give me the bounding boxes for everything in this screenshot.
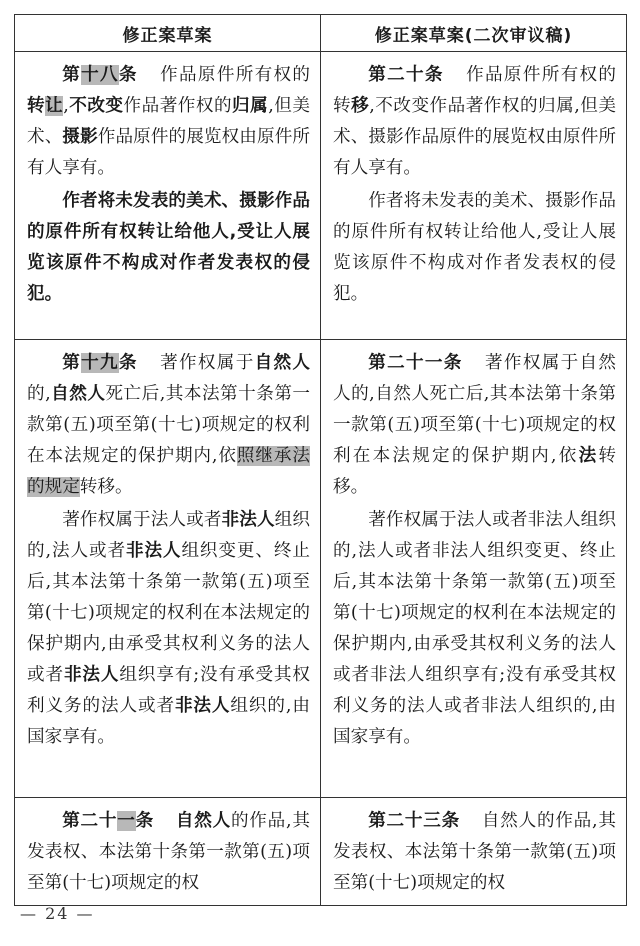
- highlight: 一: [117, 811, 136, 831]
- comparison-table: [14, 14, 627, 906]
- paragraph: 第二十一条 自然人的作品,其发表权、本法第十条第一款第(五)项至第(十七)项规定的权: [27, 811, 310, 893]
- paragraph: 作者将未发表的美术、摄影作品的原件所有权转让给他人,受让人展览该原件不构成对作者发表权的侵犯。: [333, 191, 616, 304]
- paragraph: 第二十三条 自然人的作品,其发表权、本法第十条第一款第(五)项至第(十七)项规定的权: [333, 811, 616, 893]
- paragraph: 作者将未发表的美术、摄影作品的原件所有权转让给他人,受让人展览该原件不构成对作者发表权的侵犯。: [27, 191, 310, 304]
- highlight: 让: [45, 96, 64, 116]
- article-number: 第二十一条: [62, 811, 154, 831]
- article-number: 第二十一条: [368, 353, 463, 373]
- paragraph: 第二十条 作品原件所有权的转移,不改变作品著作权的归属,但美术、摄影作品原件的展览权由原件所有人享有。: [333, 65, 616, 178]
- paragraph: 第十九条 著作权属于自然人的,自然人死亡后,其本法第十条第一款第(五)项至第(十七)项规定的权利在本法规定的保护期内,依照继承法的规定转移。: [27, 353, 311, 497]
- header-row: [15, 15, 627, 52]
- header-right: 修正案草案(二次审议稿): [321, 15, 627, 52]
- article-number: 第二十三条: [368, 811, 460, 831]
- page-number: — 24 —: [20, 904, 95, 923]
- article-row: [15, 52, 627, 340]
- article-row: [15, 340, 627, 798]
- highlight: 十八: [81, 65, 119, 85]
- paragraph: 第十八条 作品原件所有权的转让,不改变作品著作权的归属,但美术、摄影作品原件的展览权由原件所有人享有。: [27, 65, 310, 178]
- header-left: 修正案草案: [15, 15, 321, 52]
- article-row: [15, 798, 627, 906]
- article-number: 第十八条: [62, 65, 138, 85]
- left-cell: [15, 52, 321, 340]
- article-number: 第二十条: [368, 65, 444, 85]
- right-cell: [321, 340, 627, 798]
- paragraph: 著作权属于法人或者非法人组织的,法人或者非法人组织变更、终止后,其本法第十条第一款第(五)项至第(十七)项规定的权利在本法规定的保护期内,由承受其权利义务的法人或者非法人组织享有;没有承受其权利义务的法人或者非法人组织的,由国家享有。: [333, 510, 616, 747]
- right-cell: [321, 798, 627, 906]
- right-cell: [321, 52, 627, 340]
- paragraph: 著作权属于法人或者非法人组织的,法人或者非法人组织变更、终止后,其本法第十条第一款第(五)项至第(十七)项规定的权利在本法规定的保护期内,由承受其权利义务的法人或者非法人组织享有;没有承受其权利义务的法人或者非法人组织的,由国家享有。: [27, 510, 310, 747]
- paragraph: 第二十一条 著作权属于自然人的,自然人死亡后,其本法第十条第一款第(五)项至第(十七)项规定的权利在本法规定的保护期内,依法转移。: [333, 353, 616, 497]
- highlight: 十九: [81, 353, 119, 373]
- left-cell: [15, 340, 321, 798]
- article-number: 第十九条: [62, 353, 138, 373]
- left-cell: [15, 798, 321, 906]
- highlight: 照继承法的规定: [27, 446, 310, 497]
